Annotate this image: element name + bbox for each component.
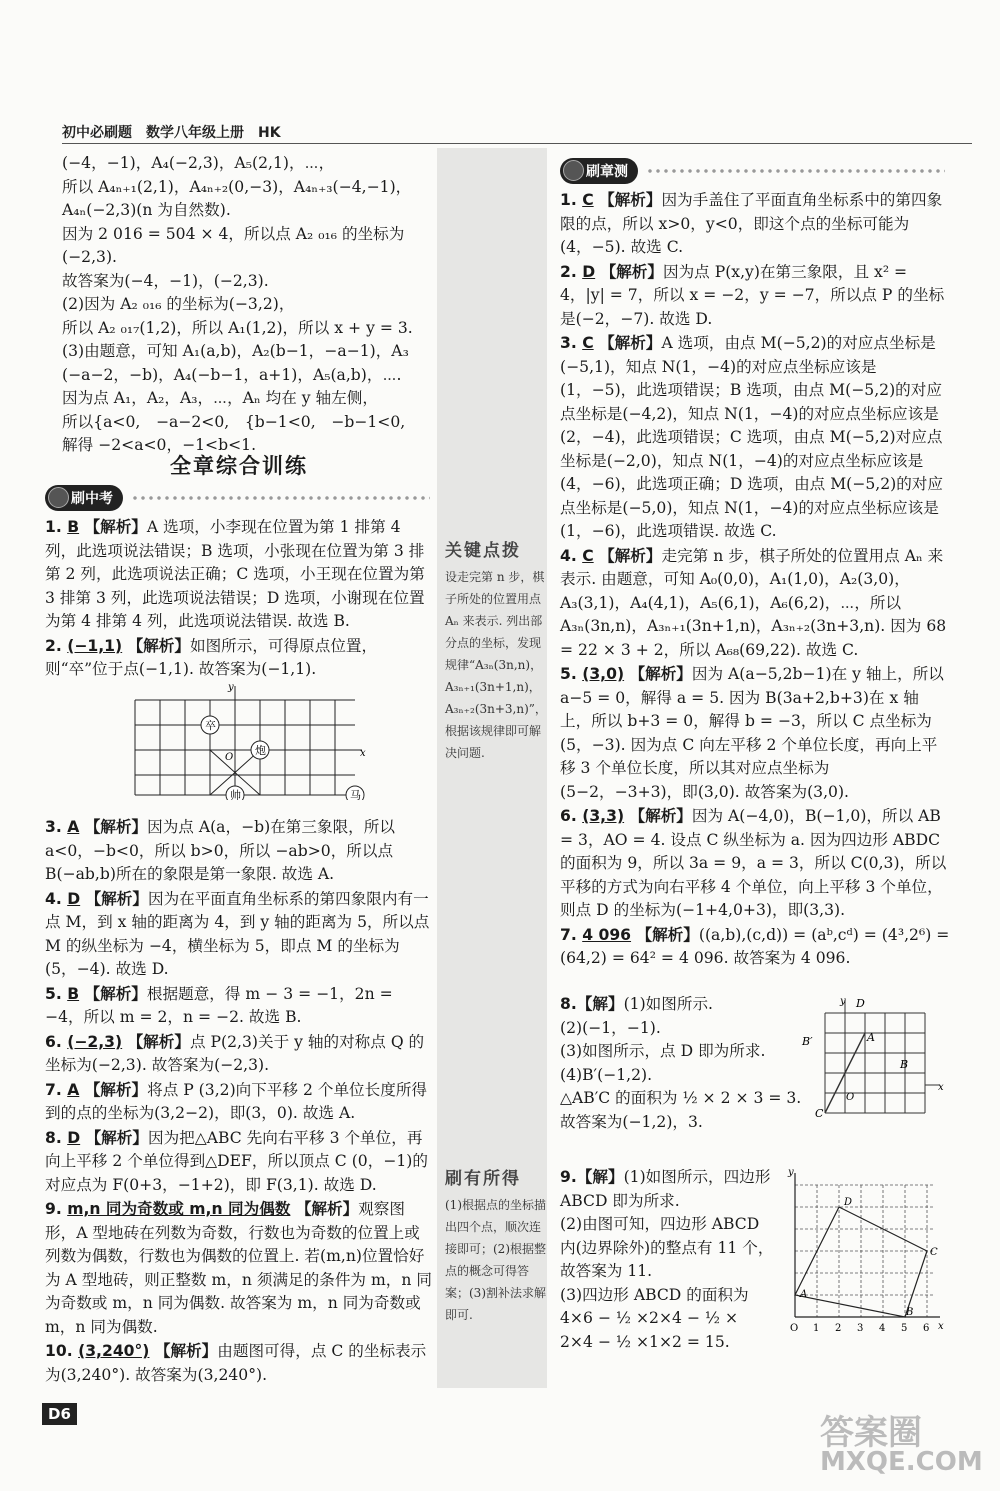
q8-A: A <box>867 1031 875 1044</box>
left-line-10: 因为点 A₁，A₂，A₃，⋯，Aₙ 均在 y 轴左侧， <box>62 389 378 407</box>
left-line-11: 所以{a<0, −a−2<0, {b−1<0, −b−1<0, <box>62 412 406 431</box>
left-item-9 <box>45 1197 433 1339</box>
q9-x: x <box>938 1321 944 1332</box>
item-number: 3. <box>45 818 68 836</box>
label-y: y <box>228 682 234 693</box>
q9-y: y <box>788 1167 794 1178</box>
item-tag: 【解析】 <box>593 333 662 352</box>
item-text: 由题图可得，点 C 的坐标表示为(3,240°). 故答案为(3,240°). <box>45 1342 427 1384</box>
left-line-12: 解得 −2<a<0，−1<b<1. <box>62 436 257 454</box>
right-items <box>560 188 950 971</box>
item-text: 因为把△ABC 先向右平移 3 个单位，再向上平移 2 个单位得到△DEF，所以顶点 C (0，−1)的对应点为 F(0+3，−1+2)，即 F(3,1). 故选 D. <box>45 1128 428 1194</box>
item-answer: 4 096 <box>582 925 632 944</box>
item-number: 2. <box>560 262 583 281</box>
item-number: 7. <box>45 1080 68 1099</box>
item-tag: 【解析】 <box>122 1031 190 1051</box>
q9-tick-0: O <box>790 1323 799 1334</box>
right-item-4 <box>560 544 950 663</box>
badge-icon <box>563 160 584 181</box>
item-number: 1. <box>560 191 583 209</box>
item-number: 8. <box>45 1128 68 1147</box>
left-item-6 <box>45 1030 433 1078</box>
item-text: 因为 A(a−5,2b−1)在 y 轴上，所以 a−5 = 0，解得 a = 5. 因为 B(3a+2,b+3)在 x 轴上，所以 b+3 = 0，解得 b = −3，所以 C 点坐标为(5，−3). 因为点 C 向左平移 2 个单位长度，再向上平移 3 个单位长度，所以其对应点坐标为(5−2，−3+3)，即(3,0). 故答案为(3,0). <box>560 665 944 801</box>
watermark-url: MXQE.COM <box>820 1447 983 1477</box>
right-item-6 <box>560 804 950 923</box>
item-number: 1. <box>45 518 68 536</box>
item-answer: B <box>67 518 80 536</box>
item-tag: 【解析】 <box>79 817 148 836</box>
item-tag: 【解析】 <box>149 1341 218 1360</box>
q8-B: B <box>900 1058 909 1071</box>
item-tag: 【解析】 <box>593 190 662 209</box>
item-answer: (3,240°) <box>78 1342 150 1360</box>
q9-A: A <box>800 1289 808 1300</box>
item-tag: 【解析】 <box>122 635 190 655</box>
item-number: 3. <box>560 334 583 352</box>
item-text: 根据题意，得 m − 3 = −1，2n = −4，所以 m = 2，n = −2. 故选 B. <box>45 984 393 1026</box>
item-answer: D <box>67 1128 81 1147</box>
q8-block: 8.【解】(1)如图所示. (2)(−1，−1). (3)如图所示，点 D 即为所求. (4)B′(−1,2). △AB′C 的面积为 ½ × 2 × 3 = 3. 故答案为(−1,2)，3. <box>560 994 802 1131</box>
item-tag: 【解析】 <box>79 1079 148 1099</box>
q9-tick-4: 4 <box>879 1323 886 1334</box>
item-text: 将点 P (3,2)向下平移 2 个单位长度所得到的点的坐标为(3,2−2)，即(3，0). 故选 A. <box>45 1080 428 1122</box>
left-items-bottom <box>45 815 433 1387</box>
item-answer: C <box>582 546 594 565</box>
q9-tick-2: 2 <box>835 1323 842 1334</box>
badge-zhongkao: 刷中考 <box>45 485 430 511</box>
right-item-7 <box>560 923 950 971</box>
label-ma: 马 <box>350 789 361 800</box>
item-number: 5. <box>45 984 68 1003</box>
item-tag: 【解析】 <box>595 261 663 281</box>
left-item-8 <box>45 1126 433 1198</box>
item-text: 因为点 A(a，−b)在第三象限，所以 a<0，−b<0，所以 b>0，所以 −ab>0，所以点 B(−ab,b)所在的象限是第一象限. 故选 A. <box>45 818 395 883</box>
item-answer: A <box>67 1080 80 1099</box>
item-tag: 【解析】 <box>624 664 692 683</box>
item-answer: D <box>67 889 81 908</box>
chessboard-figure <box>130 680 370 800</box>
label-x: x <box>360 748 366 759</box>
item-text: 走完第 n 步，棋子所处的位置用点 Aₙ 来表示. 由题意，可知 A₀(0,0)，A₁(1,0)，A₂(3,0)，A₃(3,1)，A₄(4,1)，A₅(6,1)，A₆(6,2)，⋯，所以 A₃ₙ(3n,n)，A₃ₙ₊₁(3n+1,n)，A₃ₙ₊₂(3n+3,n). 因为 68 = 22 × 3 + 2，所以 A₆₈(69,22). 故选 C. <box>560 546 947 659</box>
right-item-1 <box>560 188 950 260</box>
left-line-3: A₄ₙ(−2,3)(n 为自然数). <box>62 201 231 219</box>
item-tag: 【解析】 <box>79 983 147 1003</box>
item-number: 6. <box>560 807 583 825</box>
item-text: A 选项，小李现在位置为第 1 排第 4 列，此选项说法错误；B 选项，小张现在位置为第 3 排第 2 列，此选项说法正确；C 选项，小王现在位置为第 3 排第 3 列，此选项说法错误；D 选项，小谢现在位置为第 4 排第 4 列，此选项说法错误. 故选 B. <box>45 518 425 630</box>
page-header: 初中必刷题 数学八年级上册 HK <box>62 125 281 141</box>
left-line-8: (3)由题意，可知 A₁(a,b)，A₂(b−1，−a−1)，A₃ <box>62 342 409 360</box>
left-line-4: 因为 2 016 = 504 × 4，所以点 A₂ ₀₁₆ 的坐标为(−2,3). <box>62 224 405 266</box>
item-tag: 【解析】 <box>79 517 147 536</box>
item-tag: 【解析】 <box>80 1127 148 1147</box>
item-tag: 【解析】 <box>80 888 148 908</box>
label-origin: O <box>225 752 234 763</box>
left-items-top <box>45 515 433 682</box>
left-line-5: 故答案为(−4，−1)，(−2,3). <box>62 271 269 290</box>
item-answer: A <box>67 818 80 836</box>
left-line-1: (−4，−1)，A₄(−2,3)，A₅(2,1)，⋯， <box>62 154 335 172</box>
item-number: 6. <box>45 1032 68 1051</box>
item-answer: m,n 同为奇数或 m,n 同为偶数 <box>67 1200 291 1218</box>
item-text: 点 P(2,3)关于 y 轴的对称点 Q 的坐标为(−2,3). 故答案为(−2,3). <box>45 1032 425 1074</box>
item-answer: (−2,3) <box>67 1032 123 1051</box>
page-number: D6 <box>42 1403 77 1425</box>
item-answer: (−1,1) <box>67 636 123 655</box>
label-zu: 卒 <box>205 719 216 732</box>
right-item-5 <box>560 662 950 804</box>
item-text: 如图所示，可得原点位置，则“卒”位于点(−1,1). 故答案为(−1,1). <box>45 636 378 678</box>
item-text: 因为在平面直角坐标系的第四象限内有一点 M，到 x 轴的距离为 4，到 y 轴的距离为 5，所以点 M 的纵坐标为 −4，横坐标为 5，即点 M 的坐标为(5，−4). 故选 D. <box>45 889 430 978</box>
item-text: 因为点 P(x,y)在第三象限，且 x² = 4，|y| = 7，所以 x = −2，y = −7，所以点 P 的坐标是(−2，−7). 故选 D. <box>560 262 945 328</box>
left-item-7 <box>45 1078 433 1126</box>
left-line-9: (−a−2，−b)，A₄(−b−1，a+1)，A₅(a,b)，⋯. <box>62 365 402 384</box>
left-line-2: 所以 A₄ₙ₊₁(2,1)，A₄ₙ₊₂(0,−3)，A₄ₙ₊₃(−4,−1)， <box>62 177 412 196</box>
left-item-2 <box>45 634 433 682</box>
q8-D: D <box>856 997 865 1010</box>
q9-tick-1: 1 <box>813 1323 820 1334</box>
header-rule <box>62 143 972 144</box>
q9-B: B <box>906 1307 914 1318</box>
left-item-3 <box>45 815 433 887</box>
left-line-6: (2)因为 A₂ ₀₁₆ 的坐标为(−3,2)， <box>62 295 295 313</box>
item-tag: 【解析】 <box>593 545 662 565</box>
item-text: 因为手盖住了平面直角坐标系中的第四象限的点，所以 x>0，y<0，即这个点的坐标可能为(4，−5). 故选 C. <box>560 191 943 256</box>
right-item-3 <box>560 331 950 544</box>
item-text: A 选项，由点 M(−5,2)的对应点坐标是(−5,1)，知点 N(1，−4)的对应点坐标应该是(1，−5)，此选项错误；B 选项，由点 M(−5,2)的对应点坐标是(−4,2)，知点 N(1，−4)的对应点坐标应该是(2，−4)，此选项错误；C 选项，由点 M(−5,2)对应点坐标是(−2,0)，知点 N(1，−4)的对应点坐标应该是(4，−6)，此选项正确；D 选项，由点 M(−5,2)的对应点坐标是(−5,0)，知点 N(1，−4)的对应点坐标应该是(1，−6)，此选项错误. 故选 C. <box>560 334 943 540</box>
q8-C: C <box>815 1107 824 1120</box>
q9-tick-6: 6 <box>923 1323 930 1334</box>
item-text: 因为 A(−4,0)，B(−1,0)，所以 AB = 3，AO = 4. 设点 C 纵坐标为 a. 因为四边形 ABDC 的面积为 9，所以 3a = 9，a = 3，所以 C(0,3)，所以平移的方式为向右平移 4 个单位，向上平移 3 个单位，则点 D 的坐标为(−1+4,0+3)，即(3,3). <box>560 807 947 919</box>
q8-y: y <box>840 996 846 1007</box>
section-title: 全章综合训练 <box>170 454 308 478</box>
badge-icon <box>48 487 69 508</box>
item-number: 9. <box>45 1200 68 1218</box>
item-answer: C <box>582 191 594 209</box>
left-line-7: 所以 A₂ ₀₁₇(1,2)，所以 A₁(1,2)，所以 x + y = 3. <box>62 318 413 337</box>
label-shuai: 帅 <box>230 789 241 800</box>
sidebar-note-key: 关键点拨 设走完第 n 步，棋子所处的位置用点 Aₙ 来表示. 列出部分点的坐标，发现规律“A₃ₙ(3n,n)，A₃ₙ₊₁(3n+1,n)，A₃ₙ₊₂(3n+3,n)”，根据该规律即可解决问题. <box>445 541 547 760</box>
q8-figure <box>800 995 950 1120</box>
left-item-10 <box>45 1339 433 1387</box>
item-tag: 【解析】 <box>624 806 692 825</box>
left-item-4 <box>45 887 433 982</box>
q8-o: O <box>846 1092 855 1103</box>
item-answer: C <box>582 334 594 352</box>
item-text: ((a,b),(c,d)) = (aᵇ,cᵈ) = (4³,2⁶) = (64,2) = 64² = 4 096. 故答案为 4 096. <box>560 925 950 967</box>
item-tag: 【解析】 <box>290 1199 359 1218</box>
left-continuation <box>62 152 432 458</box>
q9-block: 9.【解】(1)如图所示，四边形 ABCD 即为所求. (2)由图可知，四边形 ABCD 内(边界除外)的整点有 11 个，故答案为 11. (3)四边形 ABCD 的面积为 4×6 − ½ ×2×4 − ½ × 2×4 − ½ ×1×2 = 15. <box>560 1167 774 1351</box>
item-answer: B <box>67 984 80 1003</box>
item-number: 4. <box>45 889 68 908</box>
left-item-5 <box>45 982 433 1030</box>
item-number: 5. <box>560 665 583 683</box>
watermark-logo: 答案圈 <box>820 1413 922 1453</box>
label-pao: 炮 <box>255 744 266 757</box>
item-answer: D <box>582 262 596 281</box>
item-text: 观察图形，A 型地砖在列数为奇数，行数也为奇数的位置上或列数为偶数，行数也为偶数的位置上. 若(m,n)位置恰好为 A 型地砖，则正整数 m，n 须满足的条件为 m，n 同为奇数或 m，n 同为偶数. 故答案为 m，n 同为奇数或 m，n 同为偶数. <box>45 1200 432 1336</box>
q9-tick-5: 5 <box>901 1323 908 1334</box>
q8-B1: B′ <box>802 1035 813 1048</box>
q9-D: D <box>844 1197 853 1208</box>
sidebar-note-gain: 刷有所得 (1)根据点的坐标描出四个点，顺次连接即可；(2)根据整点的概念可得答案；(3)割补法求解即可. <box>445 1169 546 1322</box>
q9-C: C <box>930 1247 938 1258</box>
badge-zhangce: 刷章测 <box>560 158 945 184</box>
item-tag: 【解析】 <box>631 924 699 944</box>
item-answer: (3,0) <box>582 665 625 683</box>
q9-figure <box>780 1165 950 1335</box>
item-number: 2. <box>45 636 68 655</box>
item-number: 10. <box>45 1342 79 1360</box>
q9-tick-3: 3 <box>857 1323 864 1334</box>
item-number: 4. <box>560 546 583 565</box>
left-item-1 <box>45 515 433 634</box>
q8-x: x <box>938 1082 944 1093</box>
right-item-2 <box>560 260 950 332</box>
item-number: 7. <box>560 925 583 944</box>
item-answer: (3,3) <box>582 807 625 825</box>
